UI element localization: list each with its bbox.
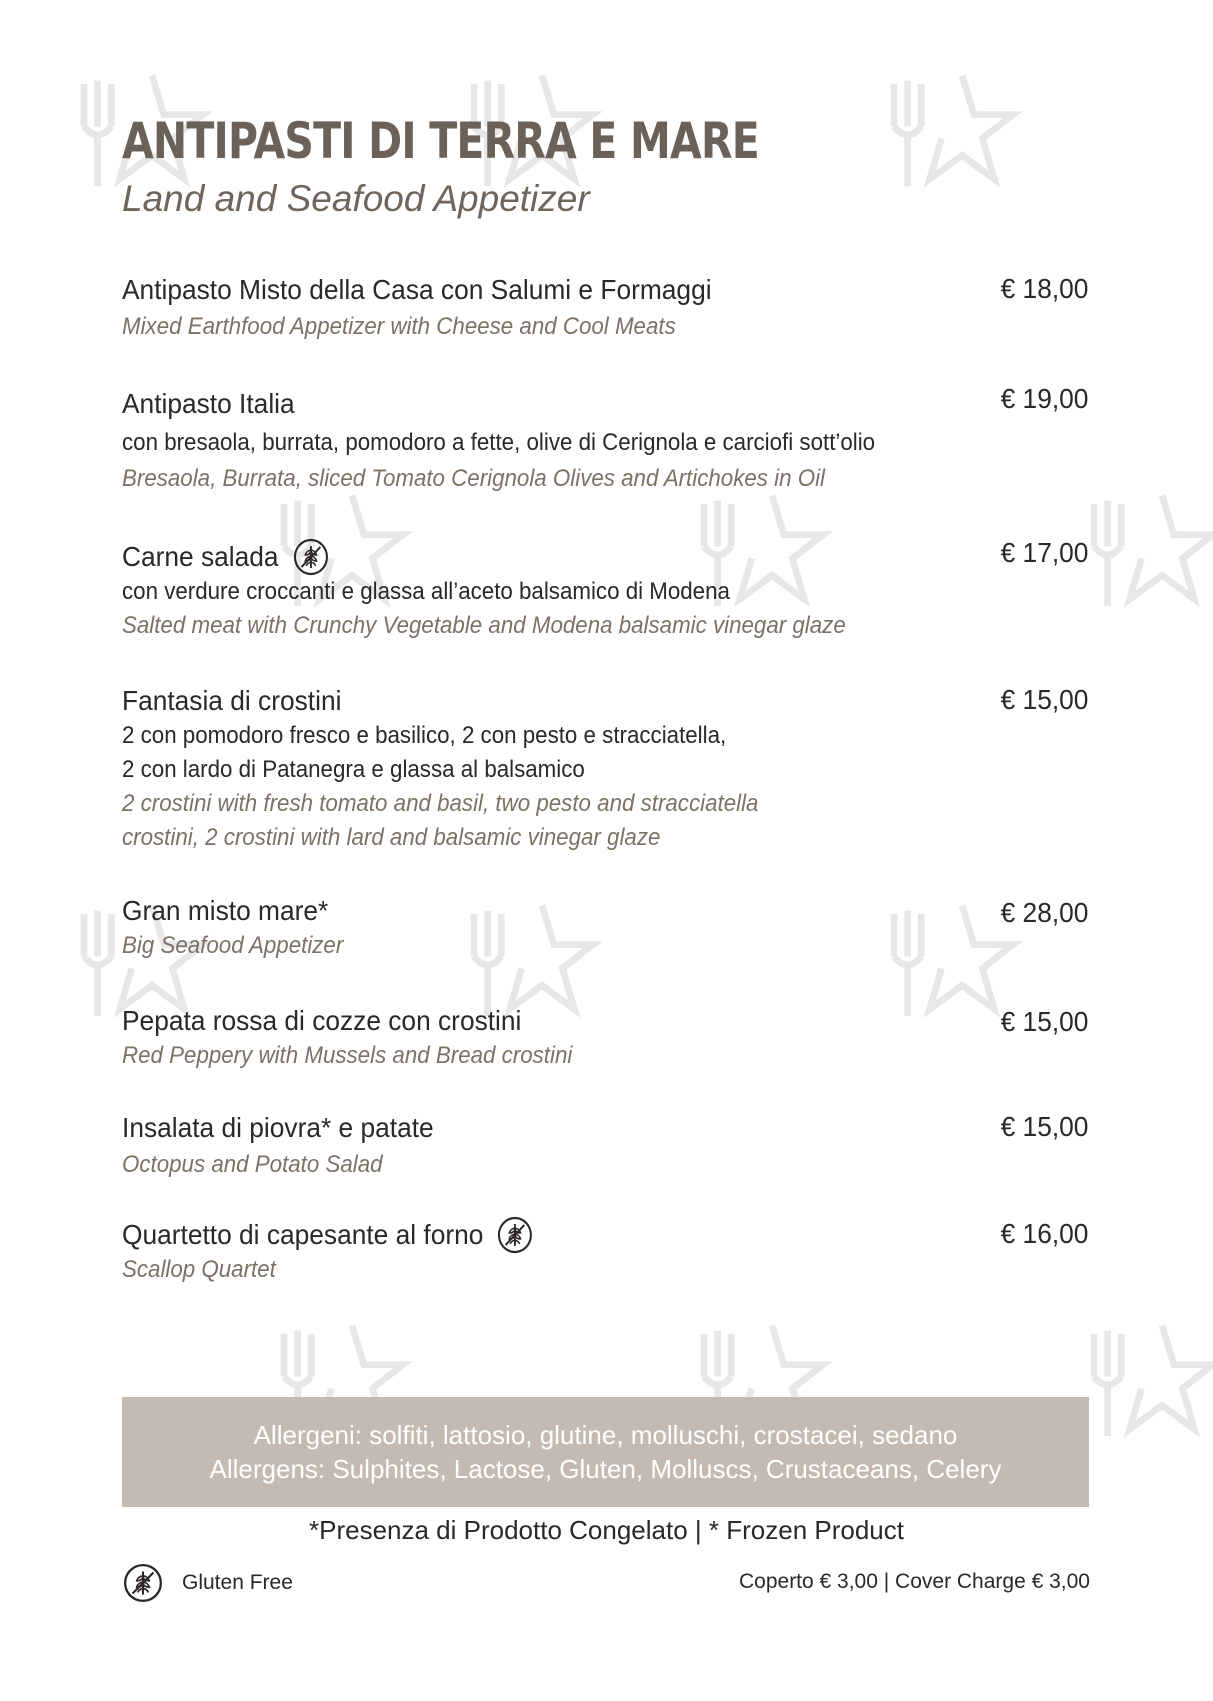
frozen-product-note: *Presenza di Prodotto Congelato | * Frozen Product [309, 1515, 904, 1545]
menu-section-subtitle: Land and Seafood Appetizer [122, 178, 590, 219]
item-name: Carne salada [122, 539, 1034, 575]
item-name: Pepata rossa di cozze con crostini [122, 1005, 522, 1036]
item-name: Fantasia di crostini [122, 685, 342, 716]
item-name: Quartetto di capesante al forno [122, 1217, 1034, 1253]
gluten-free-icon [497, 1215, 535, 1255]
menu-item [122, 683, 1092, 855]
item-translation: Octopus and Potato Salad [122, 1151, 383, 1178]
item-name: Antipasto Italia [122, 388, 295, 419]
item-translation: Salted meat with Crunchy Vegetable and Modena balsamic vinegar glaze [122, 612, 846, 639]
item-translation: Red Peppery with Mussels and Bread crostini [122, 1042, 573, 1069]
menu-item [122, 1003, 1092, 1073]
item-description: con verdure croccanti e glassa all’aceto balsamico di Modena [122, 578, 730, 605]
menu-item [122, 272, 1092, 344]
item-name: Gran misto mare* [122, 895, 329, 926]
allergens-english: Allergens: Sulphites, Lactose, Gluten, Molluscs, Crustaceans, Celery [209, 1454, 1002, 1484]
item-price: € 15,00 [1000, 684, 1088, 715]
gluten-free-icon [292, 537, 330, 577]
item-price: € 15,00 [1000, 1006, 1088, 1037]
item-description-line: 2 con lardo di Patanegra e glassa al balsamico [122, 756, 585, 783]
item-price: € 28,00 [1000, 897, 1088, 928]
menu-item [122, 1110, 1092, 1182]
item-translation: Bresaola, Burrata, sliced Tomato Cerignola Olives and Artichokes in Oil [122, 465, 825, 492]
menu-section-title: ANTIPASTI DI TERRA E MARE [122, 112, 759, 170]
allergens-italian: Allergeni: solfiti, lattosio, glutine, molluschi, crostacei, sedano [253, 1420, 958, 1450]
item-translation: Big Seafood Appetizer [122, 932, 344, 959]
item-price: € 16,00 [1000, 1218, 1088, 1249]
gluten-free-legend [122, 1562, 293, 1604]
item-description-line: 2 con pomodoro fresco e basilico, 2 con pesto e stracciatella, [122, 722, 727, 749]
menu-item [122, 386, 1092, 496]
item-description: con bresaola, burrata, pomodoro a fette, olive di Cerignola e carciofi sott’olio [122, 429, 876, 456]
watermark-logo-icon [860, 50, 1030, 220]
item-price: € 15,00 [1000, 1111, 1088, 1142]
item-price: € 17,00 [1000, 537, 1088, 568]
item-translation: Mixed Earthfood Appetizer with Cheese and Cool Meats [122, 313, 676, 340]
legend-label: Gluten Free [182, 1571, 293, 1594]
menu-item [122, 539, 1092, 643]
allergen-box [122, 1397, 1089, 1507]
gluten-free-icon [122, 1562, 164, 1604]
item-price: € 18,00 [1000, 273, 1088, 304]
menu-item [122, 1217, 1092, 1287]
menu-item [122, 893, 1092, 963]
item-price: € 19,00 [1000, 383, 1088, 414]
item-name: Insalata di piovra* e patate [122, 1112, 434, 1143]
item-translation-line: 2 crostini with fresh tomato and basil, two pesto and stracciatella [122, 790, 759, 817]
item-translation: Scallop Quartet [122, 1256, 276, 1283]
item-translation-line: crostini, 2 crostini with lard and balsamic vinegar glaze [122, 824, 661, 851]
cover-charge: Coperto € 3,00 | Cover Charge € 3,00 [738, 1570, 1090, 1593]
item-name: Antipasto Misto della Casa con Salumi e Formaggi [122, 274, 712, 305]
